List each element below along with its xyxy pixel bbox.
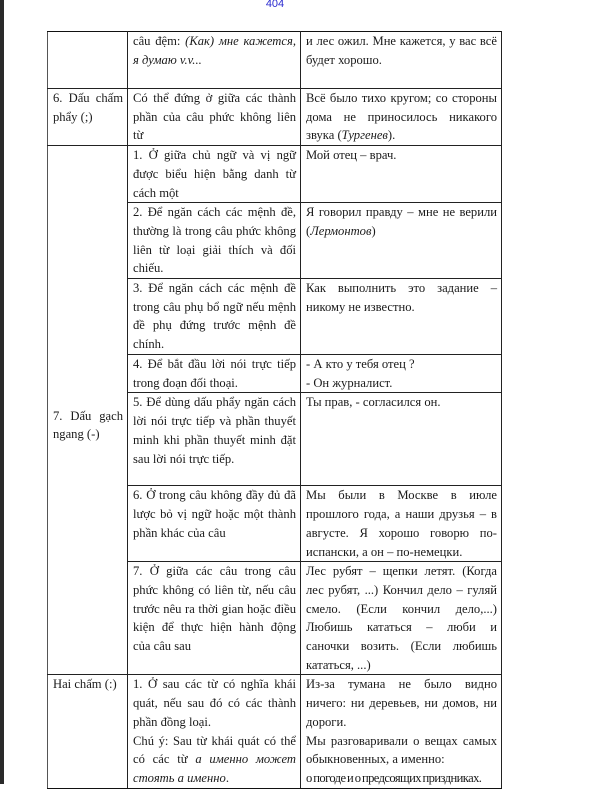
example-cell bbox=[301, 486, 502, 562]
text-segment: 1. Ở giữa chủ ngữ và vị ngữ được biểu hiện bằng danh từ cách một bbox=[133, 148, 296, 200]
example-cell bbox=[301, 32, 502, 89]
example-cell bbox=[301, 562, 502, 675]
text-segment: 6. Ở trong câu không đầy đủ đã lược bỏ vị ngữ hoặc một thành phần khác của câu bbox=[133, 488, 296, 540]
example-cell bbox=[301, 355, 502, 393]
text-segment: Лес рубят – щепки летят. (Когда лес рубят, ...) Кончил дело – гуляй смело. (Если кончил дело,...) Любишь кататься – люби и саночки возить. (Если любишь кататься, ...) bbox=[306, 564, 497, 672]
usage-cell bbox=[128, 203, 301, 279]
usage-cell bbox=[128, 146, 301, 203]
table-row bbox=[48, 89, 502, 146]
text-segment: câu đệm: bbox=[133, 34, 186, 48]
viewer-edge-strip bbox=[0, 0, 4, 784]
text-segment: 3. Để ngăn cách các mệnh đề trong câu phụ bổ ngữ nếu mệnh đề phụ đứng trước mệnh đề chính. bbox=[133, 281, 296, 352]
text-segment: 4. Để bắt đầu lời nói trực tiếp trong đoạn đối thoại. bbox=[133, 357, 296, 390]
text-segment: 7. Ở giữa các câu trong câu phức không có liên từ, nếu câu trước nêu ra thời gian hoặc điều kiện để thực hiện hành động của câu sau bbox=[133, 564, 296, 654]
example-main: Из-за тумана не было видно ничего: ни деревьев, ни домов, ни дороги. bbox=[306, 677, 497, 729]
mark-cell: 7. Dấu gạch ngang (-) bbox=[48, 146, 128, 675]
example-cell bbox=[301, 146, 502, 203]
punctuation-table bbox=[47, 31, 502, 789]
text-segment: 5. Để dùng dấu phẩy ngăn cách lời nói trực tiếp và phần thuyết minh khi phần thuyết minh đặt sau lời nói trực tiếp. bbox=[133, 395, 296, 466]
text-segment: Мой отец – врач. bbox=[306, 148, 397, 163]
example-cell bbox=[301, 203, 502, 279]
text-segment: ). bbox=[387, 128, 396, 143]
usage-cell bbox=[128, 32, 301, 89]
example-cell bbox=[301, 279, 502, 355]
usage-cell bbox=[128, 279, 301, 355]
table-row bbox=[48, 675, 502, 788]
example-note: Мы разговаривали о вещах самых обыкновенных, а именно: bbox=[306, 733, 497, 767]
text-segment: Как выполнить это задание – никому не известно. bbox=[306, 281, 497, 314]
text-segment: Ты прав, - согласился он. bbox=[306, 395, 441, 410]
usage-cell bbox=[128, 393, 301, 486]
usage-cell bbox=[128, 486, 301, 562]
italic-text: а именно может стоять а именно bbox=[133, 752, 296, 785]
usage-cell bbox=[128, 562, 301, 675]
text-segment: Мы были в Москве в июле прошлого года, а наши друзья – в августе. Я хорошо говорю по-испански, а он – по-немецки. bbox=[306, 488, 497, 559]
text-segment: и лес ожил. Мне кажется, у вас всё будет хорошо. bbox=[306, 34, 497, 67]
table-row bbox=[48, 32, 502, 89]
usage-cell bbox=[128, 355, 301, 393]
example-cell bbox=[301, 89, 502, 146]
dialogue-line: - А кто у тебя отец ? bbox=[306, 357, 415, 372]
italic-text: (Как) мне кажется, я думаю v.v... bbox=[133, 34, 296, 67]
text-segment: Có thể đứng ở giữa các thành phần của câu phức không liên từ bbox=[133, 91, 296, 143]
text-segment: 2. Để ngăn cách các mệnh đề, thường là trong câu phức không liên từ loại giải thích và đối chiếu. bbox=[133, 205, 296, 276]
table-row bbox=[48, 146, 502, 203]
usage-main: 1. Ở sau các từ có nghĩa khái quát, nếu sau đó có các thành phần đồng loại. bbox=[133, 677, 296, 729]
usage-cell bbox=[128, 675, 301, 788]
example-note-continued: о погоде и о предсоящих приздниках. bbox=[306, 770, 482, 785]
italic-text: Тургенев bbox=[341, 128, 388, 143]
dialogue-line: - Он журналист. bbox=[306, 375, 393, 390]
italic-text: Лермонтов bbox=[310, 223, 372, 238]
text-segment: Я говорил правду – мне не верили ( bbox=[306, 205, 497, 238]
text-segment: Chú ý: Sau từ khái quát có thể có các từ bbox=[133, 733, 296, 767]
text-segment: . bbox=[225, 770, 229, 785]
example-cell bbox=[301, 675, 502, 788]
example-cell bbox=[301, 393, 502, 486]
page-number: 404 bbox=[265, 0, 285, 10]
usage-note bbox=[133, 732, 296, 788]
usage-cell bbox=[128, 89, 301, 146]
mark-cell: Hai chấm (:) bbox=[48, 675, 128, 788]
mark-cell bbox=[48, 32, 128, 89]
text-segment: Всё было тихо кругом; со стороны дома не приносилось никакого звука ( bbox=[306, 91, 497, 143]
text-segment: ) bbox=[371, 223, 376, 238]
mark-cell: 6. Dấu chấm phẩy (;) bbox=[48, 89, 128, 146]
